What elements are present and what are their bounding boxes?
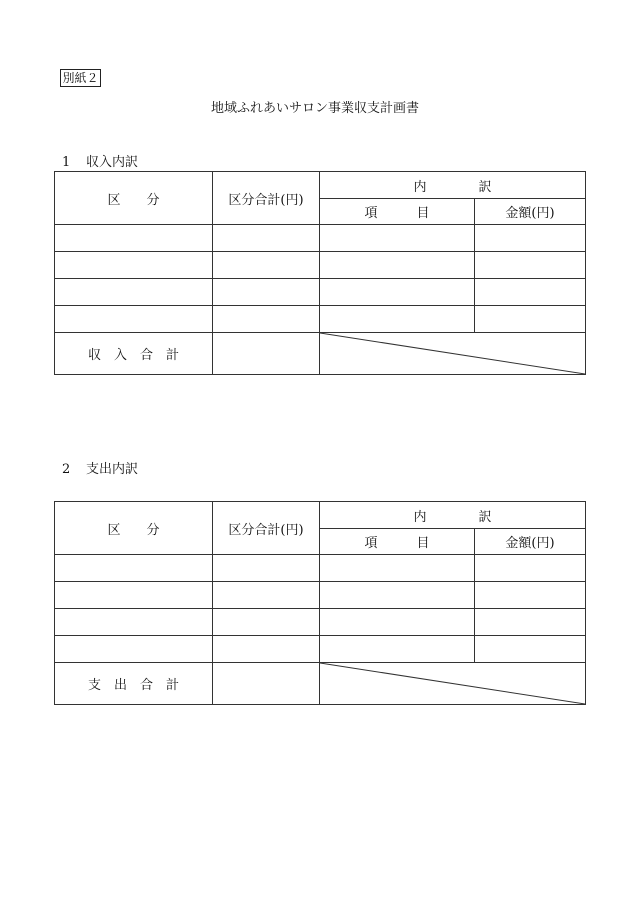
header-item: 項 目	[320, 529, 475, 555]
item-cell[interactable]	[320, 582, 475, 609]
total-label: 支 出 合 計	[55, 663, 213, 705]
header-item: 項 目	[320, 199, 475, 225]
header-breakdown: 内 訳	[320, 172, 586, 199]
item-cell[interactable]	[320, 636, 475, 663]
item-cell[interactable]	[320, 252, 475, 279]
item-cell[interactable]	[320, 609, 475, 636]
amount-cell[interactable]	[475, 306, 586, 333]
total-row	[55, 663, 586, 705]
category-cell[interactable]	[55, 582, 213, 609]
income-section-heading	[62, 151, 138, 170]
expense-section-number: 2	[62, 462, 71, 477]
attachment-label: 別紙２	[60, 69, 101, 87]
header-category: 区 分	[55, 172, 213, 225]
item-cell[interactable]	[320, 555, 475, 582]
table-row	[55, 225, 586, 252]
subtotal-cell[interactable]	[213, 609, 320, 636]
subtotal-cell[interactable]	[213, 306, 320, 333]
subtotal-cell[interactable]	[213, 252, 320, 279]
total-row	[55, 333, 586, 375]
category-cell[interactable]	[55, 252, 213, 279]
item-cell[interactable]	[320, 279, 475, 306]
amount-cell[interactable]	[475, 279, 586, 306]
amount-cell[interactable]	[475, 252, 586, 279]
header-subtotal: 区分合計(円)	[213, 172, 320, 225]
subtotal-cell[interactable]	[213, 279, 320, 306]
category-cell[interactable]	[55, 555, 213, 582]
amount-cell[interactable]	[475, 555, 586, 582]
header-amount: 金額(円)	[475, 529, 586, 555]
subtotal-cell[interactable]	[213, 555, 320, 582]
total-value-cell[interactable]	[213, 333, 320, 375]
table-row	[55, 252, 586, 279]
header-amount: 金額(円)	[475, 199, 586, 225]
income-section-title: 収入内訳	[86, 155, 139, 170]
table-row	[55, 609, 586, 636]
header-breakdown: 内 訳	[320, 502, 586, 529]
category-cell[interactable]	[55, 225, 213, 252]
diagonal-blank-cell	[320, 663, 586, 705]
expense-section-heading	[62, 458, 138, 477]
category-cell[interactable]	[55, 636, 213, 663]
table-row	[55, 279, 586, 306]
table-row	[55, 582, 586, 609]
expense-table	[54, 501, 586, 705]
income-table	[54, 171, 586, 375]
subtotal-cell[interactable]	[213, 636, 320, 663]
subtotal-cell[interactable]	[213, 225, 320, 252]
amount-cell[interactable]	[475, 225, 586, 252]
item-cell[interactable]	[320, 306, 475, 333]
table-header-row	[55, 502, 586, 529]
category-cell[interactable]	[55, 609, 213, 636]
header-subtotal: 区分合計(円)	[213, 502, 320, 555]
amount-cell[interactable]	[475, 636, 586, 663]
category-cell[interactable]	[55, 306, 213, 333]
expense-section-title: 支出内訳	[86, 462, 139, 477]
table-header-row	[55, 172, 586, 199]
page-title: 地域ふれあいサロン事業収支計画書	[210, 101, 419, 116]
diagonal-blank-cell	[320, 333, 586, 375]
total-value-cell[interactable]	[213, 663, 320, 705]
total-label: 収 入 合 計	[55, 333, 213, 375]
diagonal-line	[320, 663, 585, 704]
table-row	[55, 555, 586, 582]
diagonal-line	[320, 333, 585, 374]
table-row	[55, 306, 586, 333]
category-cell[interactable]	[55, 279, 213, 306]
amount-cell[interactable]	[475, 582, 586, 609]
subtotal-cell[interactable]	[213, 582, 320, 609]
income-section-number: 1	[62, 155, 71, 170]
amount-cell[interactable]	[475, 609, 586, 636]
header-category: 区 分	[55, 502, 213, 555]
item-cell[interactable]	[320, 225, 475, 252]
table-row	[55, 636, 586, 663]
